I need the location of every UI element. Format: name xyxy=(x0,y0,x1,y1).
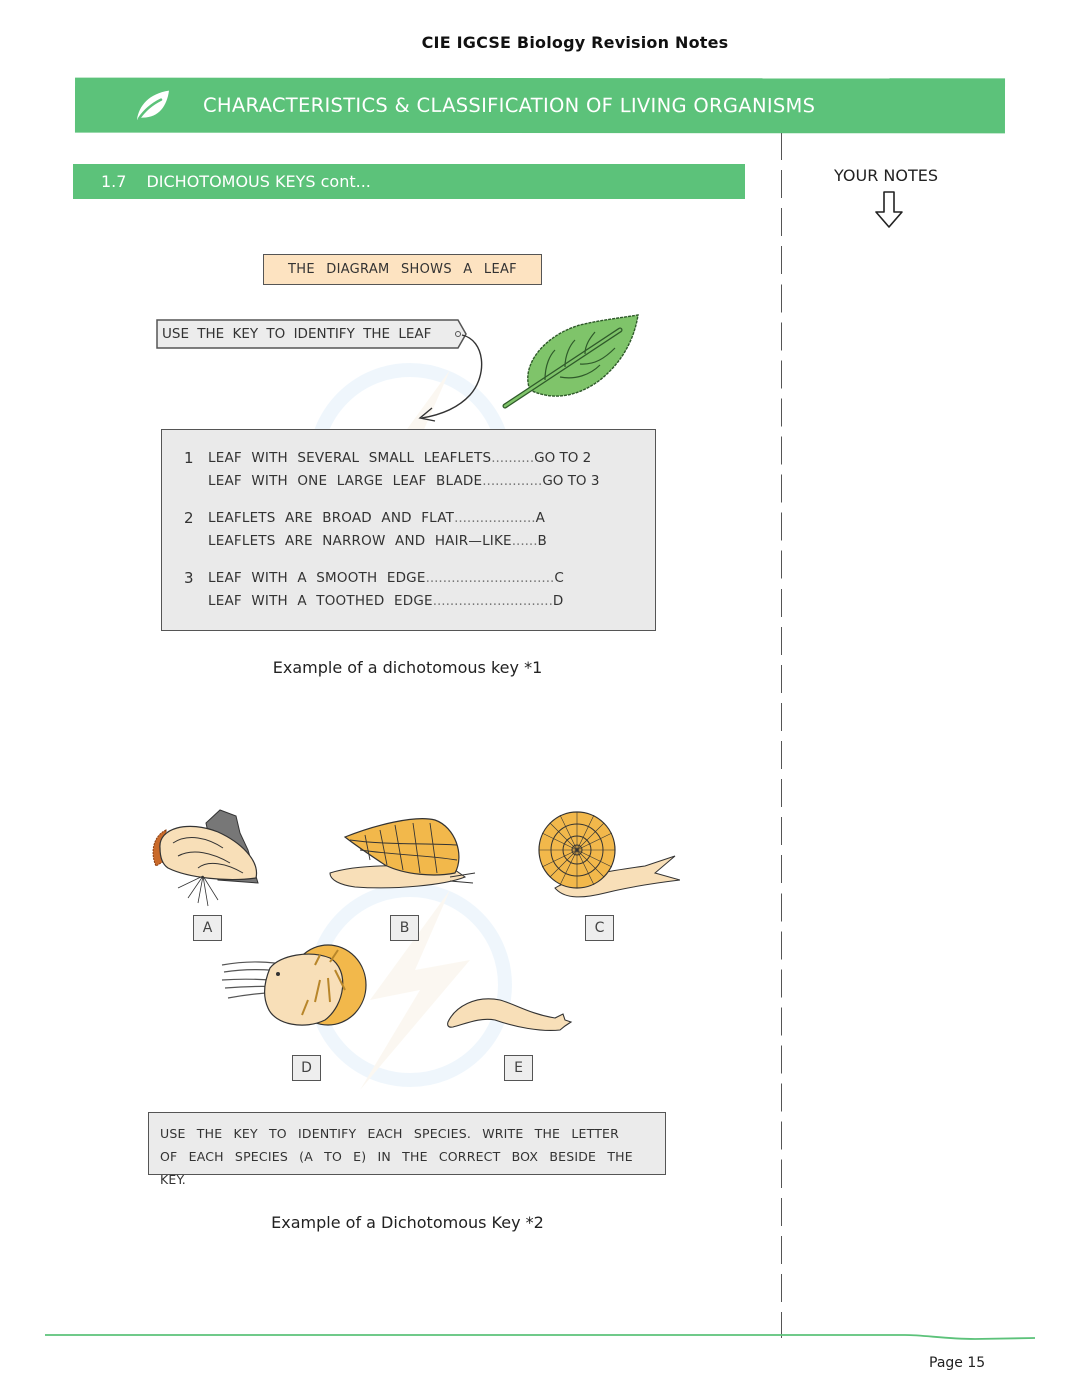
key-row xyxy=(184,589,655,612)
species-label-a: A xyxy=(193,915,222,941)
leaf-illustration xyxy=(500,310,645,410)
figure-caption-2: Example of a Dichotomous Key *2 xyxy=(271,1213,544,1232)
chapter-banner xyxy=(75,78,1005,134)
instruction-line-1: USE THE KEY TO IDENTIFY EACH SPECIES. WRITE THE LETTER xyxy=(160,1126,620,1141)
instruction-line-2: OF EACH SPECIES (A TO E) IN THE CORRECT BOX BESIDE THE KEY. xyxy=(160,1149,633,1187)
key-leader-dots: ................... xyxy=(454,509,536,526)
species-label-e: E xyxy=(504,1055,533,1081)
species-c-snail xyxy=(535,808,680,903)
section-banner xyxy=(73,164,745,199)
key-row xyxy=(184,529,655,552)
key-row xyxy=(184,446,655,469)
species-b-whelk xyxy=(325,815,480,895)
key-step-number: 1 xyxy=(184,448,194,467)
curved-arrow-icon xyxy=(410,320,490,425)
species-label-b: B xyxy=(390,915,419,941)
key-statement: LEAFLETS ARE NARROW AND HAIR—LIKE xyxy=(208,532,512,549)
figure-caption-1: Example of a dichotomous key *1 xyxy=(272,658,543,677)
species-a-mussel xyxy=(148,808,263,908)
key-leader-dots: .............. xyxy=(482,472,543,489)
key-result: C xyxy=(554,569,564,586)
section-number: 1.7 xyxy=(101,172,127,191)
leaf-icon xyxy=(133,87,173,123)
key-leader-dots: ...... xyxy=(511,532,538,549)
chapter-title: CHARACTERISTICS & CLASSIFICATION OF LIVING ORGANISMS xyxy=(202,93,816,118)
key-statement: LEAF WITH ONE LARGE LEAF BLADE xyxy=(208,472,483,489)
section-title: DICHOTOMOUS KEYS cont... xyxy=(146,172,371,191)
key-result: A xyxy=(535,509,545,526)
instruction-tag-text: USE THE KEY TO IDENTIFY THE LEAF xyxy=(162,325,432,342)
key-statement: LEAF WITH A TOOTHED EDGE xyxy=(208,592,433,609)
species-label-c: C xyxy=(585,915,614,941)
key-row xyxy=(184,469,655,492)
key-leader-dots: .......... xyxy=(491,449,535,466)
key-leader-dots: .............................. xyxy=(425,569,555,586)
key-statement: LEAF WITH A SMOOTH EDGE xyxy=(208,569,426,586)
key-row xyxy=(184,566,655,589)
key-result: D xyxy=(552,592,564,609)
arrow-down-icon xyxy=(874,190,904,230)
key-step-2 xyxy=(184,506,655,552)
key-step-number: 2 xyxy=(184,508,194,527)
species-label-d: D xyxy=(292,1055,321,1081)
key-statement: LEAFLETS ARE BROAD AND FLAT xyxy=(208,509,455,526)
key-row xyxy=(184,506,655,529)
species-d-nautilus xyxy=(220,940,370,1030)
key-step-number: 3 xyxy=(184,568,194,587)
key-result: GO TO 2 xyxy=(534,449,592,466)
diagram-intro-label: THE DIAGRAM SHOWS A LEAF xyxy=(263,254,542,285)
key-leader-dots: ............................ xyxy=(432,592,553,609)
species-instruction-box xyxy=(148,1112,666,1187)
species-e-slug xyxy=(445,992,575,1037)
key-result: B xyxy=(537,532,547,549)
key-statement: LEAF WITH SEVERAL SMALL LEAFLETS xyxy=(208,449,492,466)
key-result: GO TO 3 xyxy=(542,472,600,489)
notes-divider xyxy=(781,133,782,1338)
your-notes-label: YOUR NOTES xyxy=(834,166,939,185)
footer-rule xyxy=(45,1330,1035,1344)
dichotomous-key-1 xyxy=(161,429,656,631)
key-step-3 xyxy=(184,566,655,612)
document-header: CIE IGCSE Biology Revision Notes xyxy=(421,33,729,52)
key-step-1 xyxy=(184,446,655,492)
page-number: Page 15 xyxy=(929,1355,986,1371)
